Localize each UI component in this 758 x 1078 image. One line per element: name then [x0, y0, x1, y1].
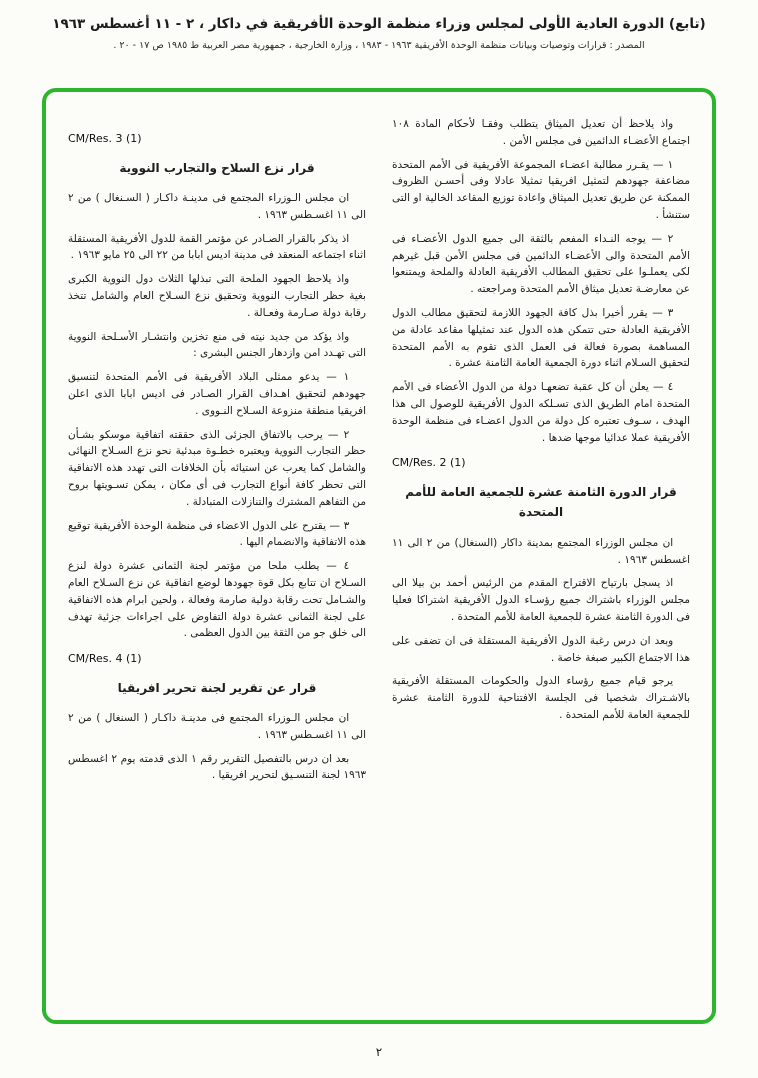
green-frame	[42, 88, 716, 1024]
numbered-clause: ٢ — يوجه النـداء المفعم بالثقة الى جميع الدول الأعضـاء فى الأمم المتحدة والى الأعضـاء الدائمين فى مجلس الأمن قبل غيرهم لكى يعملـوا على تحقيق المطالب الأفريقية العادلة والملحة ويمتنعوا عن معارضـة تعديل ميثاق الأمم المتحدة ومراجعته .	[392, 232, 690, 296]
numbered-clause: ٤ — يعلن أن كل عقبة تضعهـا دولة من الدول الأعضاء فى الأمم المتحدة امام الطريق الذى تسـلكه الدول الأفريقية للوصول الى هذا الهدف ، سـوف تعتبره كل دولة من الدول اعضـاء فى منظمة الوحدة الأفريقية عملا عدائيا موجها ضدها .	[392, 381, 690, 444]
resolution-title: قرار عن تقرير لجنة تحرير افريقيا	[117, 680, 317, 695]
paragraph: واذ يؤكد من جديد نيته فى منع تخزين وانتشـار الأسـلحة النووية التى تهـدد امن وازدهار الجنس البشرى :	[68, 330, 366, 360]
document-header	[0, 0, 758, 51]
resolution-title: قرار نزع السلاح والتجارب النووية	[119, 160, 315, 175]
paragraph: ان مجلس الـوزراء المجتمع فى مدينـة داكـار ( السـنغال ) من ٢ الى ١١ اغسـطس ١٩٦٣ .	[68, 191, 366, 221]
paragraph: وبعد ان درس رغبة الدول الأفريقية المستقلة فى ان تضفى على هذا الاجتماع الكبير صبغة خاصة .	[392, 634, 690, 664]
paragraph: ان مجلس الوزراء المجتمع بمدينة داكار (السنغال) من ٢ الى ١١ اغسطس ١٩٦٣ .	[392, 536, 690, 566]
numbered-clause: ٤ — يطلب ملحا من مؤتمر لجنة الثمانى عشرة دولة لنزع السـلاح ان تتابع بكل قوة جهودها لوضع اتفاقية عن نزع السـلاح العام والشـامل تحت رقابة دولية صارمة وفعالة ، ولحين ابرام هذه الاتفاقية على لجنة الثمانى عشرة دولة التفاوض على اجراءات جزئية تهدف الى خلق جو من الثقة بين الدول العظمى .	[68, 560, 366, 640]
paragraph: اذ يذكر بالقرار الصـادر عن مؤتمر القمة للدول الأفريقية المستقلة اثناء اجتماعه المنعقد فى مدينة اديس ابابا من ٢٢ الى ٢٥ مايو ١٩٦٣ .	[68, 232, 366, 262]
page-footer	[0, 1041, 758, 1060]
page-number: ٢	[375, 1045, 383, 1059]
resolution-code: CM/Res. 4 (1)	[68, 652, 142, 666]
paragraph: ان مجلس الـوزراء المجتمع فى مدينـة داكـار ( السنغال ) من ٢ الى ١١ اغسـطس ١٩٦٣ .	[68, 712, 366, 741]
resolution-code: CM/Res. 2 (1)	[392, 456, 466, 470]
numbered-clause: ٣ — يقترح على الدول الاعضاء فى منظمة الوحدة الأفريقية توقيع هذه الاتفاقية والانضمام اليها .	[68, 519, 366, 549]
numbered-clause: ١ — يدعو ممثلى البلاد الأفريقية فى الأمم المتحدة لتنسيق جهودهم لتحقيق اهـداف القرار الصـادر فى اديس ابابا الذى اعلن افريقيا منطقة منزوعة السـلاح النـووى .	[68, 371, 366, 417]
paragraph: اذ يسجل بارتياح الاقتراح المقدم من الرئيس أحمد بن بيلا الى مجلس الوزراء باشتراك جميع رؤسـاء الدول الأفريقية اشتراكا فعليا فى الدورة الثامنة عشرة للجمعية العامة للأمم المتحدة .	[392, 577, 690, 623]
paragraph: واذ يلاحظ الجهود الملحة التى تبذلها الثلاث دول النووية الكبرى بغية حظر التجارب النووية وتحقيق نزع السـلاح العام والشامل تتخذ رقابة دولة صـارمة وفعـالة .	[68, 273, 366, 319]
two-column-layout	[68, 116, 690, 1004]
paragraph: يرجو قيام جميع رؤساء الدول والحكومات المستقلة الأفريقية بالاشـتراك شخصيا فى الجلسة الافتتاحية للدورة الثامنة عشرة للجمعية العامة للأمم المتحدة .	[392, 675, 690, 721]
document-title: (تابع) الدورة العادية الأولى لمجلس وزراء منظمة الوحدة الأفريقية في داكار ، ٢ - ١١ أغسطس ١٩٦٣	[52, 16, 706, 32]
column-right	[392, 116, 690, 1004]
paragraph: بعد ان درس بالتفصيل التقرير رقم ١ الذى قدمته يوم ٢ اغسطس ١٩٦٣ لجنة التنسـيق لتحرير افريقيا .	[68, 752, 366, 782]
numbered-clause: ١ — يقـرر مطالبة اعضـاء المجموعة الأفريقية فى الأمم المتحدة مضاعفة جهودهم لتمثيل افريقيا تمثيلا عادلا وفى أحسـن الظروف الممكنة عن طريق تعديل الميثاق واعادة توزيع المقاعد الخالية او التى ستنشأ .	[392, 158, 690, 221]
resolution-title: قرار الدورة الثامنة عشرة للجمعية العامة للأمم المتحدة	[405, 484, 677, 520]
document-source: المصدر : قرارات وتوصيات وبيانات منظمة الوحدة الأفريقية ١٩٦٣ - ١٩٨٣ ، وزارة الخارجية ، جمهورية مصر العربية ط ١٩٨٥ ص ١٧ - ٢٠ .	[113, 40, 645, 51]
numbered-clause: ٣ — يقرر أخيرا بذل كافة الجهود اللازمة لتحقيق مطالب الدول الأفريقية العادلة حتى تتمكن هذه الدول عند تمثيلها مقاعد عادلة من المساهمة بصورة فعالة فى العمل الذى تقوم به الأمم المتحدة لتحقيق السـلام اثناء دورة الجمعية العامة الثامنة عشرة .	[392, 306, 690, 370]
numbered-clause: ٢ — يرحب بالاتفاق الجزئى الذى حققته اتفاقية موسكو بشـأن حظر التجارب النووية ويعتبره خطـوة مبدئية نحو نزع السـلاح النهائى والشامل كما يعرب عن استيائه بأن الخلافات التى تهدد هذه الاتفاقية التى تحظر كافة أنواع التجارب فى أى مكان ، يمكن تسـويتها بروح من التفاهم المشترك والتنازلات المتبادلة .	[68, 428, 366, 508]
resolution-code: CM/Res. 3 (1)	[68, 132, 142, 145]
column-left	[68, 116, 366, 1004]
paragraph: واذ يلاحظ أن تعديل الميثاق يتطلب وفقـا لأحكام المادة ١٠٨ اجتماع الأعضـاء الدائمين فى مجلس الأمن .	[392, 118, 690, 147]
